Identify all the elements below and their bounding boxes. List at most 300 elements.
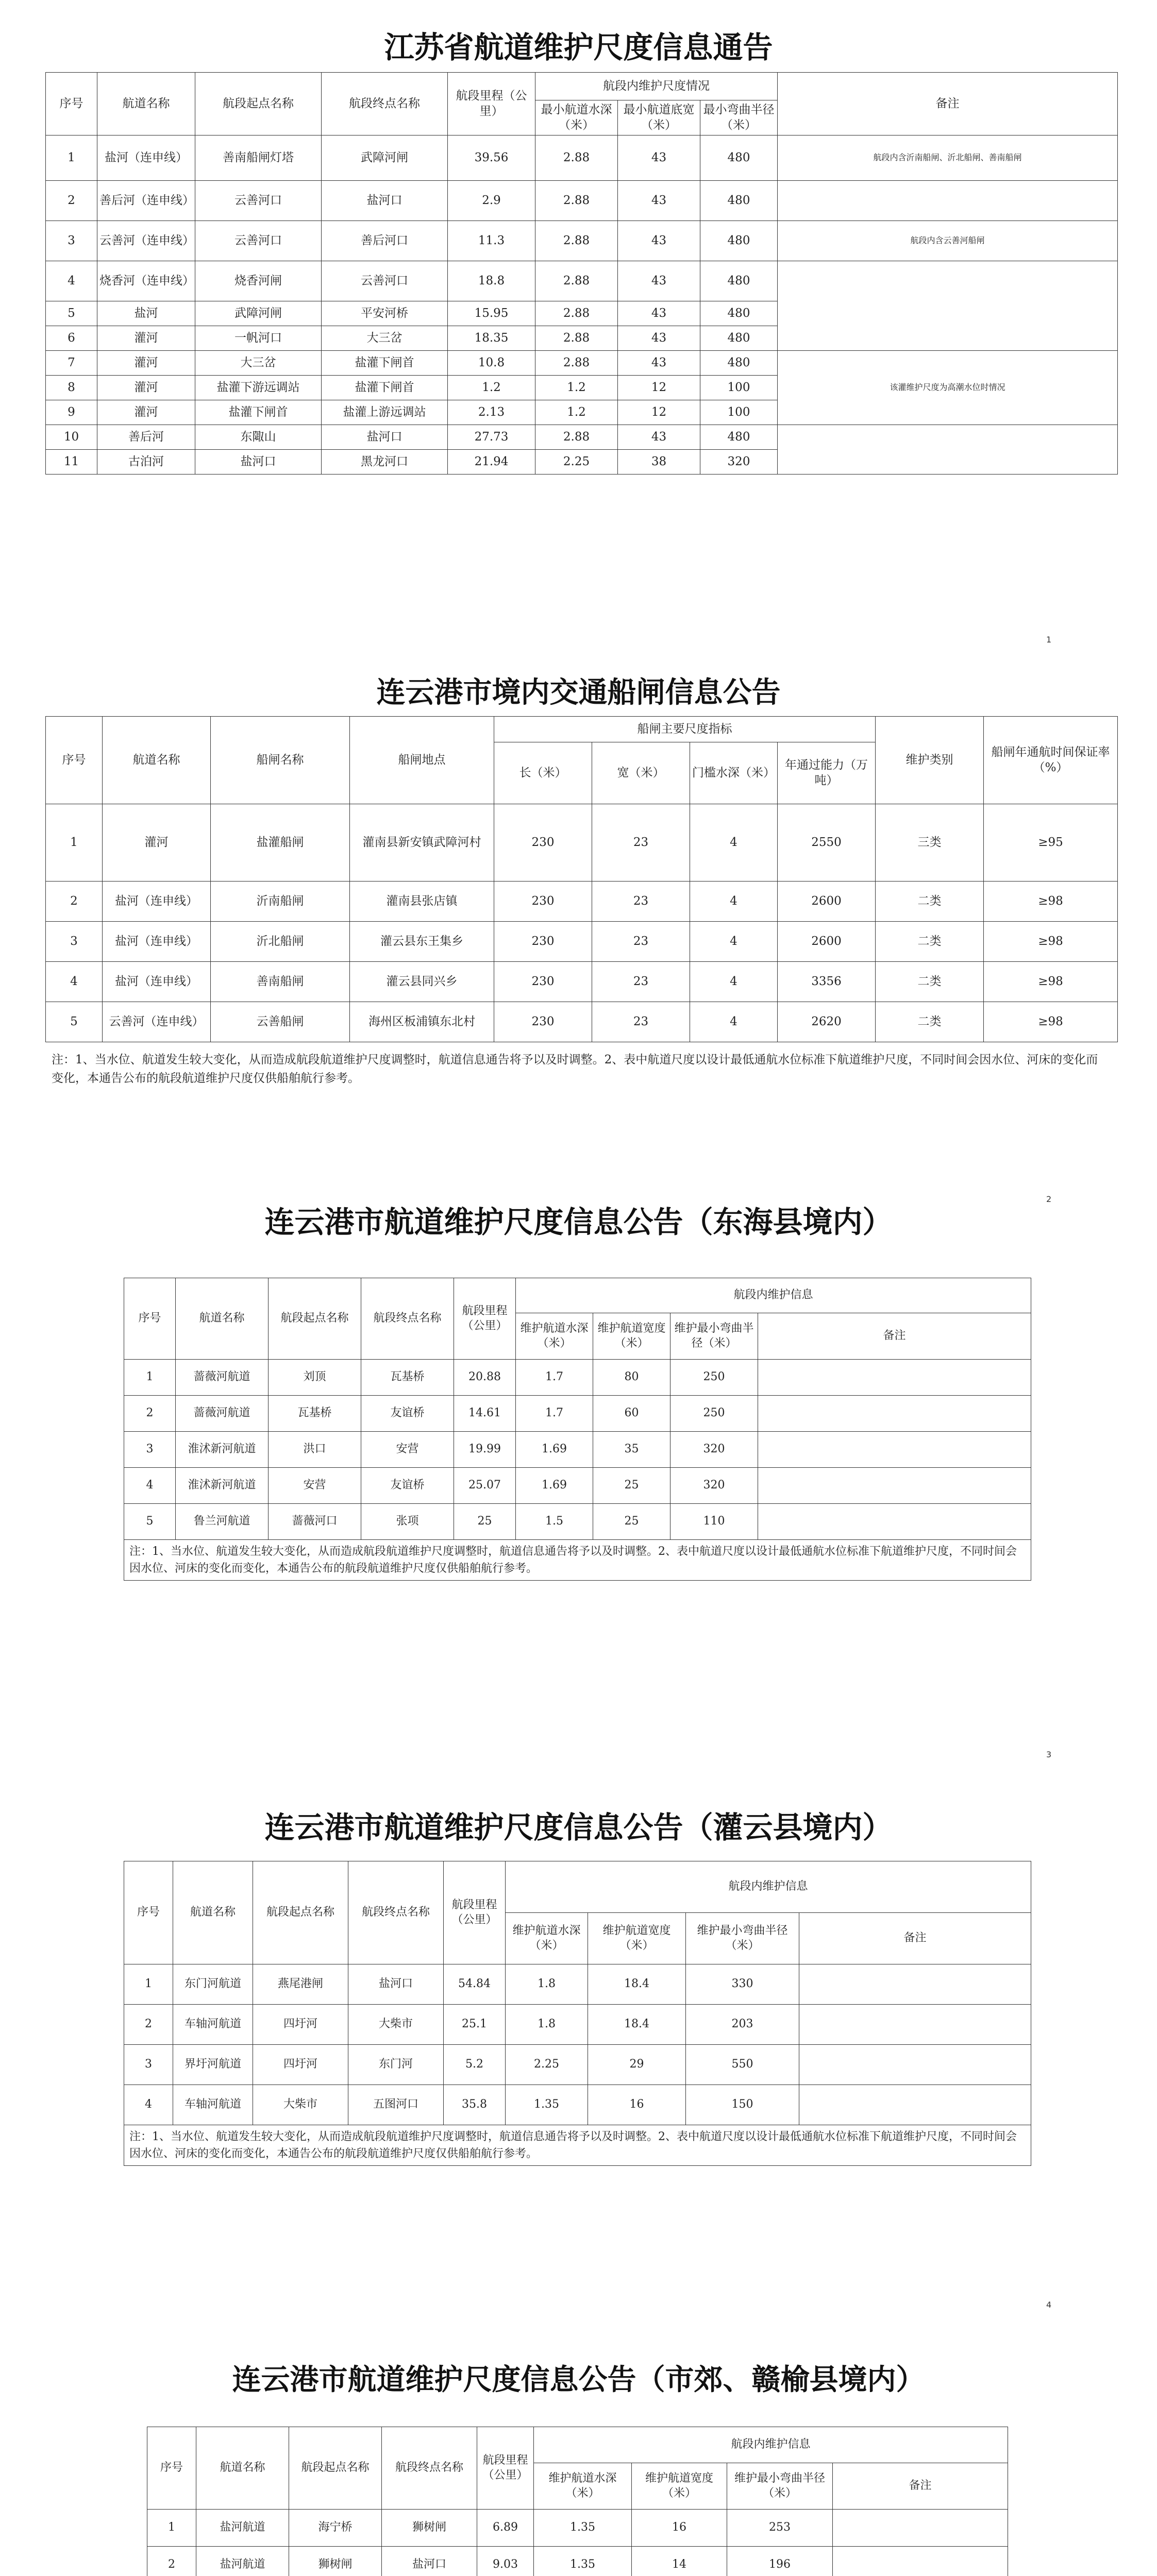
remark-cell (778, 261, 1118, 351)
cell: 洪口 (269, 1432, 361, 1468)
header-cell: 船闸主要尺度指标 (494, 717, 876, 742)
cell: 大柴市 (253, 2085, 348, 2125)
cell: 善后河 (97, 425, 195, 450)
cell: 2 (46, 882, 103, 922)
cell: 2 (124, 1396, 176, 1432)
header-cell: 维护航道水深（米） (534, 2463, 632, 2510)
cell: 3 (124, 2045, 173, 2085)
cell: 1.7 (516, 1360, 593, 1396)
cell: 沂北船闸 (211, 922, 350, 962)
cell: 43 (618, 135, 700, 181)
cell: 2.88 (535, 301, 618, 326)
cell: 盐河航道 (196, 2510, 289, 2547)
page-number-2: 2 (1046, 1194, 1052, 1204)
header-cell: 航段内维护信息 (516, 1278, 1031, 1313)
channel-table-jiangsu (45, 72, 1118, 474)
cell: 320 (700, 450, 778, 474)
cell: 6.89 (477, 2510, 534, 2547)
cell: 60 (593, 1396, 670, 1432)
table-row (124, 2045, 1031, 2085)
cell: 四圩河 (253, 2005, 348, 2045)
cell: 盐河口 (195, 450, 322, 474)
cell: 1 (147, 2510, 196, 2547)
cell: ≥98 (984, 882, 1118, 922)
header-cell: 航段内维护信息 (506, 1861, 1031, 1913)
cell: 友谊桥 (361, 1468, 454, 1504)
cell: 盐河（连申线） (103, 922, 211, 962)
header-cell: 航段里程（公里） (444, 1861, 506, 1964)
cell: 43 (618, 326, 700, 351)
header-cell: 长（米） (494, 742, 592, 804)
cell: 1.2 (535, 376, 618, 400)
cell: 4 (690, 922, 778, 962)
cell: 灌云县同兴乡 (350, 962, 494, 1002)
cell: 武障河闸 (195, 301, 322, 326)
header-cell: 船闸年通航时间保证率（%） (984, 717, 1118, 804)
cell: 1.8 (506, 2005, 588, 2045)
cell: 2.88 (535, 425, 618, 450)
table-row (46, 135, 1118, 181)
cell: 安营 (361, 1432, 454, 1468)
cell: 云善船闸 (211, 1002, 350, 1042)
cell: 320 (670, 1432, 758, 1468)
cell: 1 (124, 1964, 173, 2005)
cell: 100 (700, 400, 778, 425)
cell: 淮沭新河航道 (176, 1468, 269, 1504)
cell: 蔷薇河口 (269, 1504, 361, 1540)
cell: 7 (46, 351, 97, 376)
cell: 2.25 (535, 450, 618, 474)
cell: 480 (700, 135, 778, 181)
cell: 4 (690, 804, 778, 882)
cell: 2 (124, 2005, 173, 2045)
cell: 480 (700, 425, 778, 450)
header-cell: 备注 (758, 1313, 1031, 1360)
cell: 刘顶 (269, 1360, 361, 1396)
cell: 善后河口 (322, 221, 448, 261)
header-cell: 维护航道水深（米） (506, 1913, 588, 1964)
cell: 2.88 (535, 135, 618, 181)
cell: 1.2 (535, 400, 618, 425)
table-row (46, 351, 1118, 376)
cell: 150 (686, 2085, 799, 2125)
cell: 25 (593, 1468, 670, 1504)
cell: 1 (46, 804, 103, 882)
cell: 1.35 (534, 2547, 632, 2576)
cell: 5.2 (444, 2045, 506, 2085)
cell: 19.99 (454, 1432, 516, 1468)
cell: 盐灌上游远调站 (322, 400, 448, 425)
cell: 狮树闸 (289, 2547, 382, 2576)
cell: 5 (46, 301, 97, 326)
page-title-3: 连云港市航道维护尺度信息公告（东海县境内） (264, 1205, 893, 1240)
cell: 9.03 (477, 2547, 534, 2576)
cell: 23 (592, 962, 690, 1002)
cell: 盐河 (97, 301, 195, 326)
cell: 1.35 (506, 2085, 588, 2125)
header-cell: 宽（米） (592, 742, 690, 804)
cell: 安营 (269, 1468, 361, 1504)
cell: 330 (686, 1964, 799, 2005)
cell: 25 (454, 1504, 516, 1540)
cell: 2.88 (535, 221, 618, 261)
cell: 250 (670, 1396, 758, 1432)
header-cell: 航道名称 (196, 2427, 289, 2510)
cell: 盐灌下闸首 (195, 400, 322, 425)
header-cell: 最小弯曲半径（米） (700, 100, 778, 135)
cell: 480 (700, 221, 778, 261)
page-number-4: 4 (1046, 2300, 1052, 2310)
cell: 4 (690, 882, 778, 922)
cell: 16 (632, 2510, 727, 2547)
cell: ≥98 (984, 1002, 1118, 1042)
cell: 燕尾港闸 (253, 1964, 348, 2005)
cell: 230 (494, 804, 592, 882)
cell: 18.8 (448, 261, 535, 301)
cell: 2620 (778, 1002, 876, 1042)
cell: 3 (46, 221, 97, 261)
header-cell: 航段内维护信息 (534, 2427, 1008, 2463)
cell: 18.35 (448, 326, 535, 351)
cell (799, 2085, 1031, 2125)
channel-table-ganyu (147, 2427, 1008, 2576)
cell: 2.88 (535, 181, 618, 221)
table-row (124, 1468, 1031, 1504)
cell: 14.61 (454, 1396, 516, 1432)
header-cell: 备注 (799, 1913, 1031, 1964)
cell: 盐河口 (382, 2547, 477, 2576)
cell: 张项 (361, 1504, 454, 1540)
cell: 古泊河 (97, 450, 195, 474)
cell: 54.84 (444, 1964, 506, 2005)
page-title-5: 连云港市航道维护尺度信息公告（市郊、赣榆县境内） (232, 2363, 925, 2397)
table-row (46, 1002, 1118, 1042)
table-row (46, 221, 1118, 261)
cell: 盐河口 (348, 1964, 444, 2005)
header-cell: 航段起点名称 (195, 73, 322, 135)
cell: 1.69 (516, 1432, 593, 1468)
cell: 27.73 (448, 425, 535, 450)
cell: 善后河（连申线） (97, 181, 195, 221)
table-row (124, 2005, 1031, 2045)
table-row (46, 962, 1118, 1002)
cell: 18.4 (588, 2005, 686, 2045)
table-row (46, 425, 1118, 450)
cell: 5 (46, 1002, 103, 1042)
cell: 盐河（连申线） (97, 135, 195, 181)
cell: 25.07 (454, 1468, 516, 1504)
cell: 云善河（连申线） (103, 1002, 211, 1042)
cell: 云善河口 (195, 181, 322, 221)
cell: 灌云县东王集乡 (350, 922, 494, 962)
page-title-4: 连云港市航道维护尺度信息公告（灌云县境内） (264, 1810, 893, 1845)
cell: 东陬山 (195, 425, 322, 450)
cell: 大三岔 (322, 326, 448, 351)
cell: 1 (124, 1360, 176, 1396)
table-row (46, 804, 1118, 882)
table-row (46, 922, 1118, 962)
header-cell: 备注 (778, 73, 1118, 135)
cell: 2.88 (535, 351, 618, 376)
cell: 二类 (876, 962, 984, 1002)
cell: 沂南船闸 (211, 882, 350, 922)
cell: 1.7 (516, 1396, 593, 1432)
cell: 25 (593, 1504, 670, 1540)
cell: 大柴市 (348, 2005, 444, 2045)
header-cell: 最小航道底宽（米） (618, 100, 700, 135)
header-cell: 船闸地点 (350, 717, 494, 804)
page-title-2: 连云港市境内交通船闸信息公告 (376, 676, 781, 709)
cell: 6 (46, 326, 97, 351)
cell: 灌南县张店镇 (350, 882, 494, 922)
table-row (147, 2510, 1008, 2547)
cell: 淮沭新河航道 (176, 1432, 269, 1468)
cell: 2.9 (448, 181, 535, 221)
header-cell: 航段起点名称 (269, 1278, 361, 1360)
cell: 21.94 (448, 450, 535, 474)
cell: 东门河 (348, 2045, 444, 2085)
cell: 8 (46, 376, 97, 400)
cell: 鲁兰河航道 (176, 1504, 269, 1540)
cell: 10 (46, 425, 97, 450)
cell: 灌河 (97, 400, 195, 425)
cell: 20.88 (454, 1360, 516, 1396)
header-cell: 年通过能力（万吨） (778, 742, 876, 804)
table-row (124, 1504, 1031, 1540)
cell: 云善河（连申线） (97, 221, 195, 261)
cell: 230 (494, 1002, 592, 1042)
cell: 1.5 (516, 1504, 593, 1540)
header-cell: 维护最小弯曲半径（米） (670, 1313, 758, 1360)
note-row (124, 2125, 1031, 2166)
cell: ≥95 (984, 804, 1118, 882)
cell: 110 (670, 1504, 758, 1540)
header-cell: 维护最小弯曲半径（米） (686, 1913, 799, 1964)
cell: 灌河 (97, 376, 195, 400)
header-cell: 航段里程（公里） (454, 1278, 516, 1360)
cell: 4 (124, 2085, 173, 2125)
cell: 25.1 (444, 2005, 506, 2045)
cell: 10.8 (448, 351, 535, 376)
cell: 2 (46, 181, 97, 221)
cell: 23 (592, 922, 690, 962)
cell: 4 (690, 1002, 778, 1042)
cell (758, 1360, 1031, 1396)
cell: 界圩河航道 (173, 2045, 253, 2085)
cell: 云善河口 (195, 221, 322, 261)
header-cell: 维护航道水深（米） (516, 1313, 593, 1360)
cell: 5 (124, 1504, 176, 1540)
cell: 盐河口 (322, 425, 448, 450)
cell: 2 (147, 2547, 196, 2576)
cell: 2.88 (535, 326, 618, 351)
cell: 三类 (876, 804, 984, 882)
cell: 盐河航道 (196, 2547, 289, 2576)
header-cell: 航道名称 (97, 73, 195, 135)
cell: 4 (690, 962, 778, 1002)
cell: 1.35 (534, 2510, 632, 2547)
header-cell: 航段终点名称 (382, 2427, 477, 2510)
cell: 二类 (876, 1002, 984, 1042)
cell: 18.4 (588, 1964, 686, 2005)
cell: 480 (700, 261, 778, 301)
channel-table-guanyun (124, 1861, 1031, 2166)
cell: 23 (592, 804, 690, 882)
table-row (124, 2085, 1031, 2125)
header-cell: 序号 (46, 73, 97, 135)
header-cell: 航段里程（公里） (477, 2427, 534, 2510)
header-cell: 备注 (833, 2463, 1008, 2510)
header-cell: 序号 (124, 1278, 176, 1360)
cell: 车轴河航道 (173, 2005, 253, 2045)
cell: 海宁桥 (289, 2510, 382, 2547)
cell: 3356 (778, 962, 876, 1002)
remark-cell: 该灌维护尺度为高潮水位时情况 (778, 351, 1118, 425)
cell (799, 1964, 1031, 2005)
cell (758, 1396, 1031, 1432)
cell: 2600 (778, 922, 876, 962)
cell: 盐河口 (322, 181, 448, 221)
cell: 盐灌下游远调站 (195, 376, 322, 400)
cell: 1.8 (506, 1964, 588, 2005)
header-cell: 航段起点名称 (289, 2427, 382, 2510)
cell: 黑龙河口 (322, 450, 448, 474)
cell: 1 (46, 135, 97, 181)
header-cell: 维护类别 (876, 717, 984, 804)
cell: 43 (618, 425, 700, 450)
cell: 38 (618, 450, 700, 474)
cell: 480 (700, 351, 778, 376)
footnote: 注：1、当水位、航道发生较大变化，从而造成航段航道维护尺度调整时，航道信息通告将予以及时调整。2、表中航道尺度以设计最低通航水位标准下航道维护尺度，不同时间会因水位、河床的变化而变化，本通告公布的航段航道维护尺度仅供船舶航行参考。 (124, 2125, 1031, 2166)
cell: 16 (588, 2085, 686, 2125)
cell: 253 (727, 2510, 833, 2547)
cell: 灌南县新安镇武障河村 (350, 804, 494, 882)
cell: 320 (670, 1468, 758, 1504)
cell: 11 (46, 450, 97, 474)
cell: 2600 (778, 882, 876, 922)
cell: 狮树闸 (382, 2510, 477, 2547)
cell: 二类 (876, 922, 984, 962)
remark-cell: 航段内含沂南船闸、沂北船闸、善南船闸 (778, 135, 1118, 181)
header-cell: 航段终点名称 (322, 73, 448, 135)
page-number-1: 1 (1046, 635, 1052, 645)
cell (799, 2005, 1031, 2045)
cell: 43 (618, 221, 700, 261)
header-cell: 序号 (124, 1861, 173, 1964)
header-cell: 航道名称 (103, 717, 211, 804)
cell (758, 1468, 1031, 1504)
table-row (46, 882, 1118, 922)
cell: 灌河 (103, 804, 211, 882)
cell: 230 (494, 882, 592, 922)
cell: 29 (588, 2045, 686, 2085)
cell: 瓦基桥 (361, 1360, 454, 1396)
page-title-1: 江苏省航道维护尺度信息通告 (384, 30, 773, 65)
remark-cell: 航段内含云善河船闸 (778, 221, 1118, 261)
cell: 480 (700, 326, 778, 351)
footnote: 注：1、当水位、航道发生较大变化，从而造成航段航道维护尺度调整时，航道信息通告将予以及时调整。2、表中航道尺度以设计最低通航水位标准下航道维护尺度，不同时间会因水位、河床的变化而变化，本通告公布的航段航道维护尺度仅供船舶航行参考。 (52, 1053, 1098, 1085)
page-number-3: 3 (1046, 1750, 1052, 1759)
remark-cell (778, 181, 1118, 221)
cell: 3 (46, 922, 103, 962)
cell (799, 2045, 1031, 2085)
header-cell: 船闸名称 (211, 717, 350, 804)
cell: 4 (46, 962, 103, 1002)
cell: 友谊桥 (361, 1396, 454, 1432)
cell (833, 2510, 1008, 2547)
cell: 烧香河（连申线） (97, 261, 195, 301)
cell: 480 (700, 301, 778, 326)
cell: 4 (46, 261, 97, 301)
cell: 480 (700, 181, 778, 221)
cell: 1.69 (516, 1468, 593, 1504)
cell: 善南船闸 (211, 962, 350, 1002)
cell: 43 (618, 301, 700, 326)
cell: 一帆河口 (195, 326, 322, 351)
channel-table-donghai (124, 1278, 1031, 1581)
cell: 二类 (876, 882, 984, 922)
cell: 230 (494, 922, 592, 962)
cell: 五图河口 (348, 2085, 444, 2125)
cell: 35.8 (444, 2085, 506, 2125)
cell: 4 (124, 1468, 176, 1504)
cell: 9 (46, 400, 97, 425)
header-cell: 门槛水深（米） (690, 742, 778, 804)
cell: 云善河口 (322, 261, 448, 301)
cell: 烧香河闸 (195, 261, 322, 301)
lock-table (45, 716, 1118, 1042)
table-row (147, 2547, 1008, 2576)
cell: 2550 (778, 804, 876, 882)
header-cell: 最小航道水深（米） (535, 100, 618, 135)
cell: 2.88 (535, 261, 618, 301)
header-cell: 航段内维护尺度情况 (535, 73, 778, 100)
cell: 196 (727, 2547, 833, 2576)
cell: 550 (686, 2045, 799, 2085)
cell: 3 (124, 1432, 176, 1468)
header-cell: 序号 (46, 717, 103, 804)
cell: 海州区板浦镇东北村 (350, 1002, 494, 1042)
cell: 100 (700, 376, 778, 400)
cell: 43 (618, 181, 700, 221)
cell: 2.25 (506, 2045, 588, 2085)
cell: 43 (618, 261, 700, 301)
header-cell: 航段里程（公里） (448, 73, 535, 135)
cell: 12 (618, 376, 700, 400)
cell: 23 (592, 882, 690, 922)
header-cell: 航道名称 (176, 1278, 269, 1360)
cell: 车轴河航道 (173, 2085, 253, 2125)
cell: 23 (592, 1002, 690, 1042)
header-cell: 航段起点名称 (253, 1861, 348, 1964)
cell: 盐河（连申线） (103, 882, 211, 922)
cell: 灌河 (97, 326, 195, 351)
cell: 盐灌下闸首 (322, 351, 448, 376)
cell: 灌河 (97, 351, 195, 376)
cell: 瓦基桥 (269, 1396, 361, 1432)
cell: 80 (593, 1360, 670, 1396)
cell: 15.95 (448, 301, 535, 326)
cell: 盐河（连申线） (103, 962, 211, 1002)
cell: 盐灌船闸 (211, 804, 350, 882)
table-row (124, 1432, 1031, 1468)
cell: ≥98 (984, 962, 1118, 1002)
cell: 四圩河 (253, 2045, 348, 2085)
cell: 蔷薇河航道 (176, 1360, 269, 1396)
cell: 43 (618, 351, 700, 376)
cell: 12 (618, 400, 700, 425)
table-row (124, 1964, 1031, 2005)
